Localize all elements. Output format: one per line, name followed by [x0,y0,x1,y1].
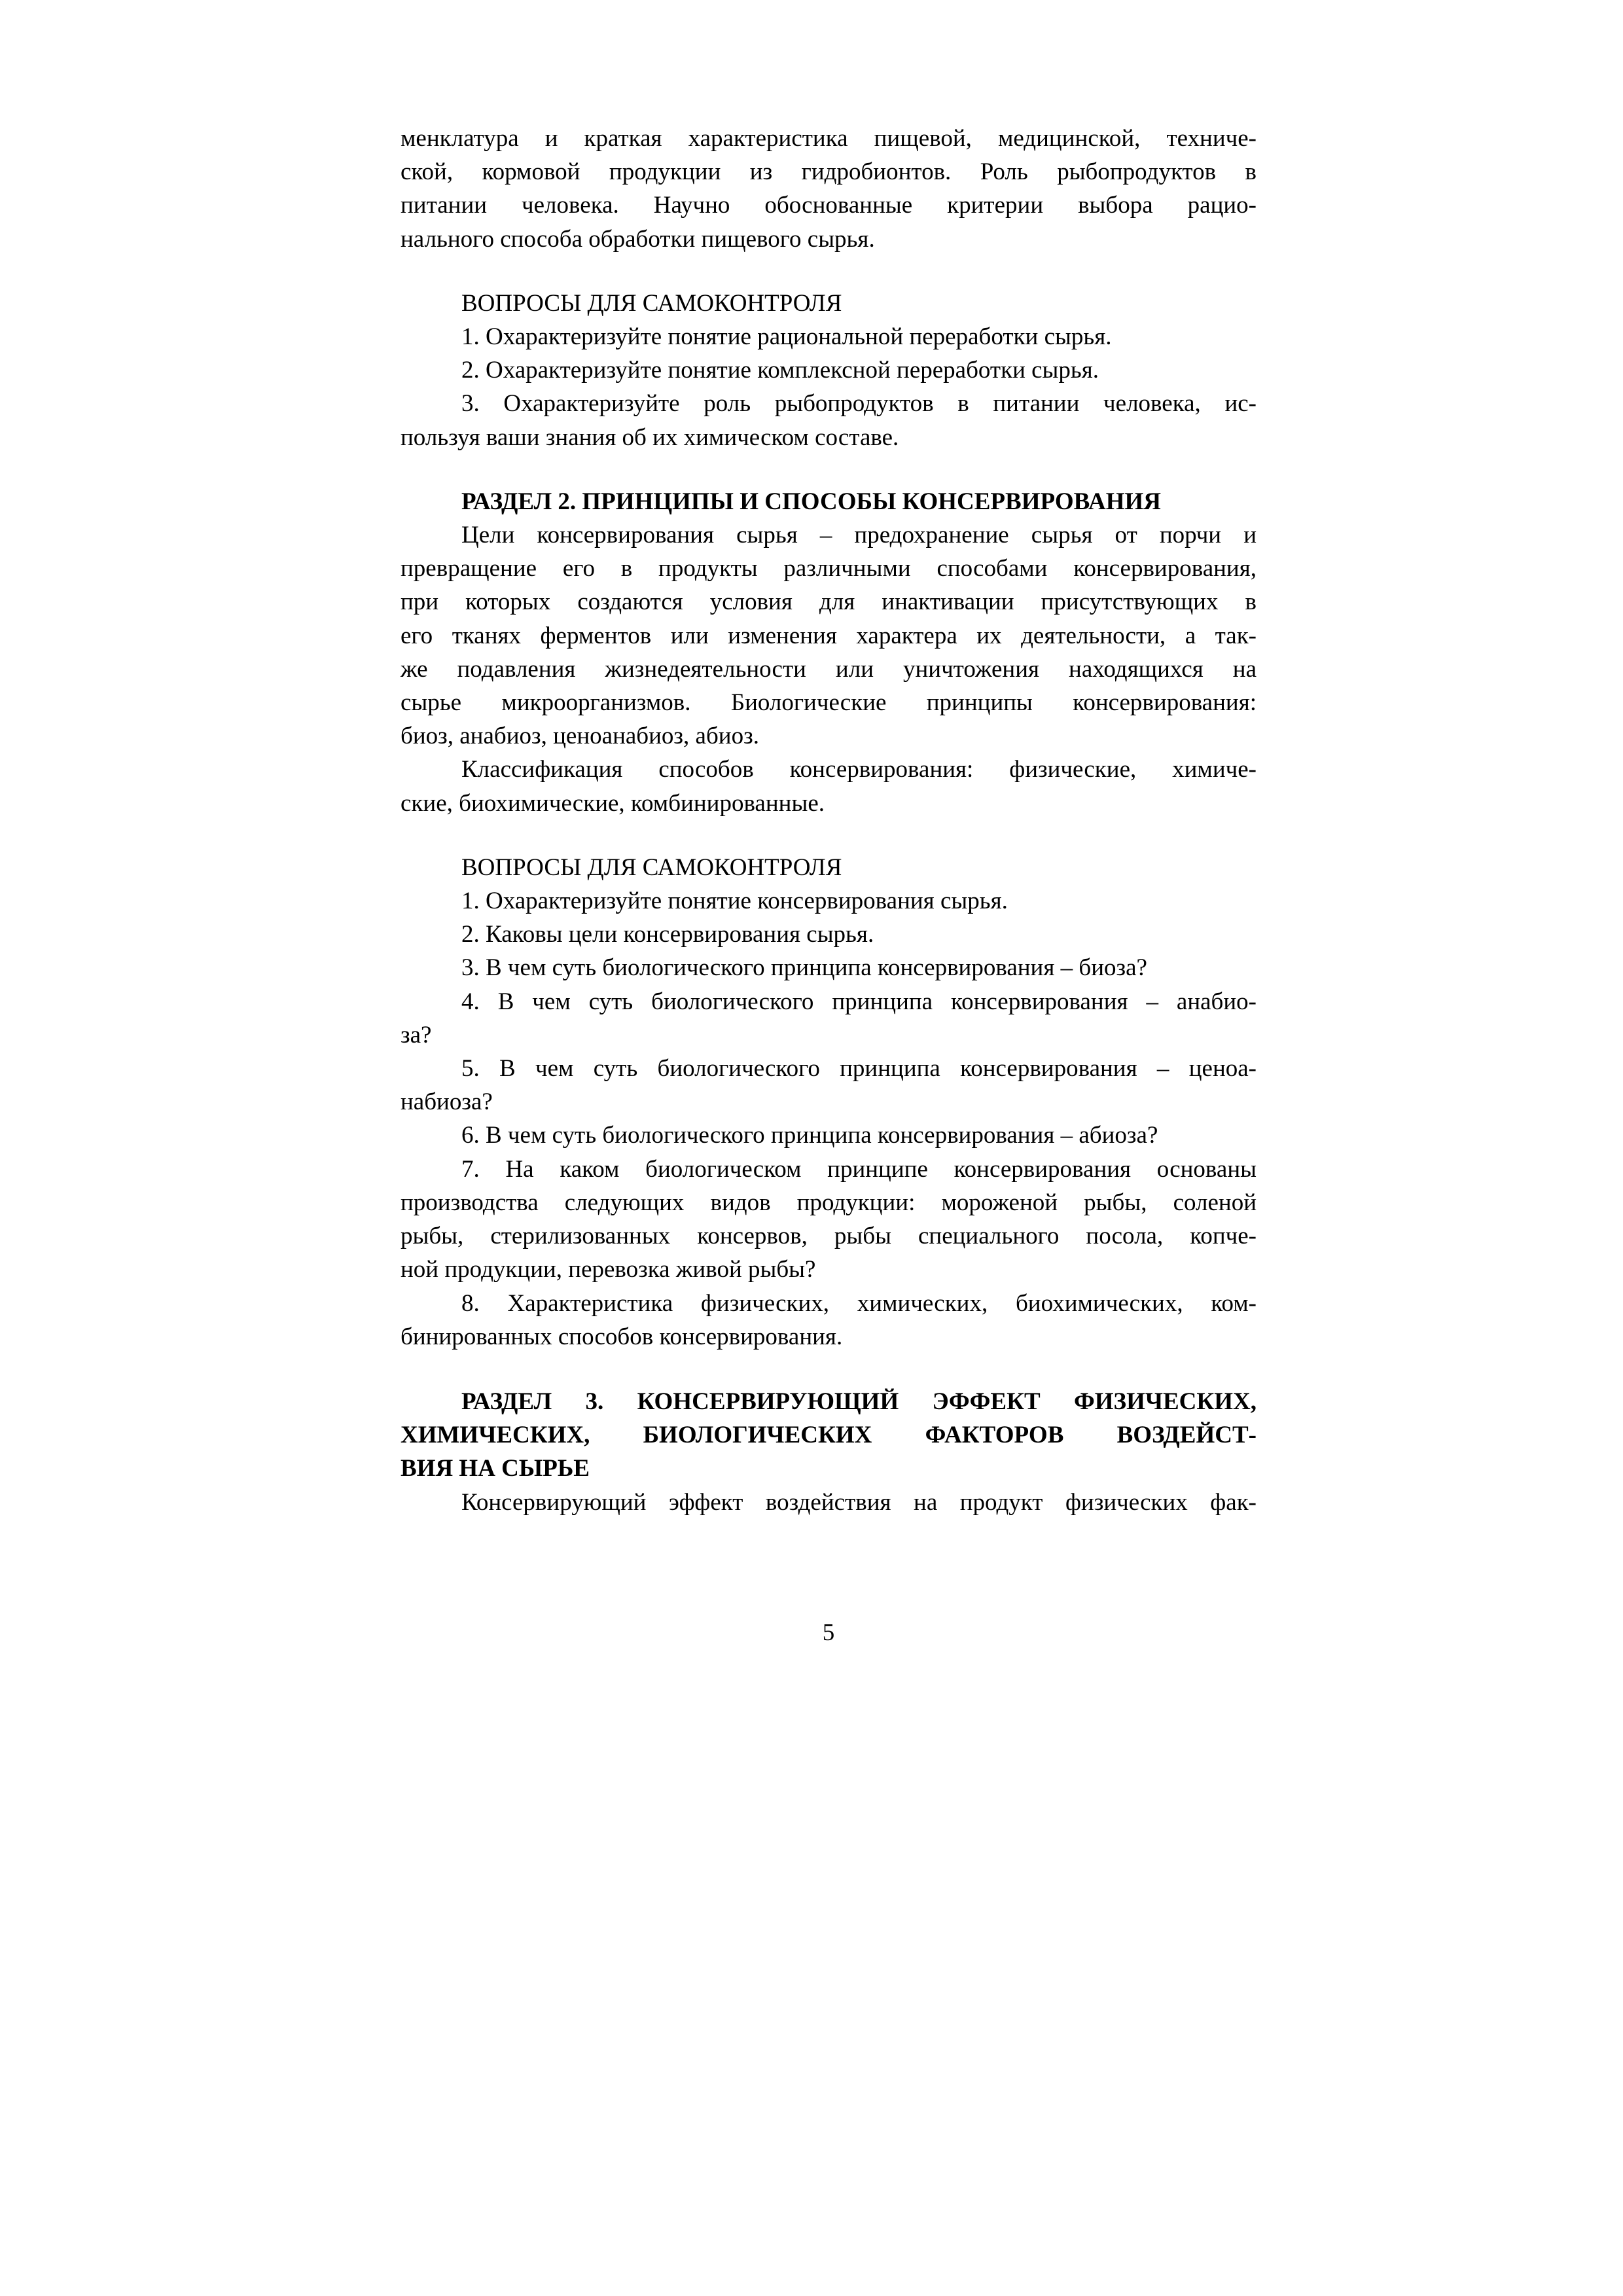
question-continuation: набиоза? [401,1088,493,1116]
text-line: Цели консервирования сырья – предохранение сырья от порчи и [461,522,1257,549]
question-item: 1. Охарактеризуйте понятие консервирования сырья. [461,888,1008,915]
question-item: 7. На каком биологическом принципе консервирования основаны [461,1155,1257,1183]
text-line: питании человека. Научно обоснованные критерии выбора рацио- [401,192,1257,219]
question-continuation: пользуя ваши знания об их химическом составе. [401,423,899,451]
question-item: 3. Охарактеризуйте роль рыбопродуктов в питании человека, ис- [461,390,1257,418]
question-item: 6. В чем суть биологического принципа консервирования – абиоза? [461,1122,1158,1149]
text-line: при которых создаются условия для инактивации присутствующих в [401,588,1257,616]
questions-heading: ВОПРОСЫ ДЛЯ САМОКОНТРОЛЯ [461,853,842,881]
text-line: нального способа обработки пищевого сырья. [401,225,875,253]
question-item: 5. В чем суть биологического принципа консервирования – ценоа- [461,1055,1257,1083]
question-continuation: производства следующих видов продукции: мороженой рыбы, соленой [401,1189,1257,1216]
section-2 [401,485,1257,820]
section-title-line: ВИЯ НА СЫРЬЕ [401,1455,590,1482]
question-item: 2. Каковы цели консервирования сырья. [461,921,874,948]
text-line: превращение его в продукты различными способами консервирования, [401,555,1257,583]
section-title-line: ХИМИЧЕСКИХ, БИОЛОГИЧЕСКИХ ФАКТОРОВ ВОЗДЕЙСТ- [401,1422,1257,1449]
self-check-questions-1 [401,287,1257,454]
text-line: же подавления жизнедеятельности или уничтожения находящихся на [401,655,1257,683]
text-line: ские, биохимические, комбинированные. [401,789,825,817]
page-content [401,122,1257,1646]
text-line: ской, кормовой продукции из гидробионтов. Роль рыбопродуктов в [401,158,1257,186]
section-title [401,1385,1257,1486]
self-check-questions-2 [401,851,1257,1354]
question-item: 3. В чем суть биологического принципа консервирования – биоза? [461,954,1147,982]
question-item: 4. В чем суть биологического принципа консервирования – анабио- [461,988,1257,1015]
question-continuation: рыбы, стерилизованных консервов, рыбы специального посола, копче- [401,1223,1257,1250]
text-line: биоз, анабиоз, ценоанабиоз, абиоз. [401,723,759,750]
text-line: Классификация способов консервирования: физические, химиче- [461,756,1257,783]
question-continuation: бинированных способов консервирования. [401,1323,843,1350]
section-paragraph [401,518,1257,753]
text-line: его тканях ферментов или изменения характера их деятельности, а так- [401,622,1257,649]
text-line: менклатура и краткая характеристика пищевой, медицинской, техниче- [401,125,1257,152]
page-number: 5 [822,1619,835,1646]
section-3 [401,1385,1257,1519]
section-paragraph [401,753,1257,819]
section-title-line: РАЗДЕЛ 3. КОНСЕРВИРУЮЩИЙ ЭФФЕКТ ФИЗИЧЕСКИХ, [461,1388,1257,1415]
section-title: РАЗДЕЛ 2. ПРИНЦИПЫ И СПОСОБЫ КОНСЕРВИРОВАНИЯ [461,488,1162,515]
text-line: сырье микроорганизмов. Биологические принципы консервирования: [401,689,1257,717]
questions-heading: ВОПРОСЫ ДЛЯ САМОКОНТРОЛЯ [461,289,842,317]
question-continuation: за? [401,1021,432,1049]
question-item: 8. Характеристика физических, химических, биохимических, ком- [461,1289,1257,1317]
question-continuation: ной продукции, перевозка живой рыбы? [401,1256,816,1283]
intro-paragraph [401,122,1257,256]
text-line: Консервирующий эффект воздействия на продукт физических фак- [461,1488,1257,1516]
question-item: 2. Охарактеризуйте понятие комплексной переработки сырья. [461,357,1099,384]
question-item: 1. Охарактеризуйте понятие рациональной переработки сырья. [461,323,1112,351]
